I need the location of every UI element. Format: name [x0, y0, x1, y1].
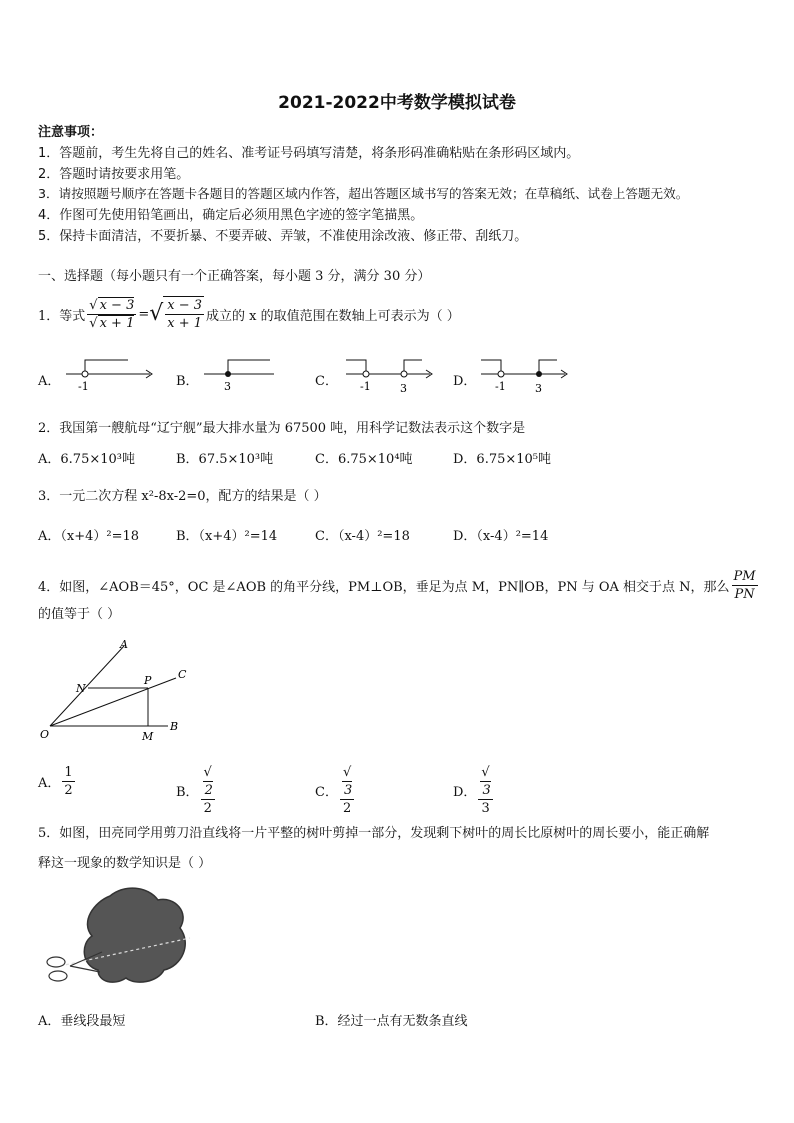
q2-option-c: C．6.75×10⁴吨: [315, 452, 413, 467]
frac-num: 3: [343, 783, 353, 798]
question-5-stem: 5．如图，田亮同学用剪刀沿直线将一片平整的树叶剪掉一部分，发现剩下树叶的周长比原树叶的周长要小，能正确解: [38, 826, 710, 841]
note-item: 2．答题时请按要求用笔。: [38, 167, 190, 182]
notes-heading: 注意事项：: [38, 125, 104, 140]
frac-den: 3: [481, 801, 490, 816]
number-line-c: [340, 352, 440, 397]
tick-label: -1: [78, 380, 89, 393]
q2-option-a: A．6.75×10³吨: [38, 452, 135, 467]
question-1-stem: [38, 296, 460, 332]
note-item: 5．保持卡面清洁，不要折暴、不要弄破、弄皱，不准使用涂改液、修正带、刮纸刀。: [38, 229, 528, 244]
q1-den: x + 1: [99, 315, 135, 331]
option-letter: C．: [315, 785, 338, 800]
q3-option-d: D．（x-4）²=14: [453, 529, 549, 544]
label-C: C: [178, 668, 187, 681]
tick-label: -1: [360, 380, 371, 393]
q4-option-b: B． √ 2 2: [176, 765, 213, 816]
q1-option-d-label: D．: [453, 374, 477, 389]
frac-den: 2: [203, 801, 212, 816]
note-item: 3．请按照题号顺序在答题卡各题目的答题区域内作答，超出答题区域书写的答案无效；在草稿纸、试卷上答题无效。: [38, 186, 689, 201]
label-M: M: [142, 730, 154, 743]
frac-den: 2: [342, 801, 352, 816]
q1-suffix: 成立的 x 的取值范围在数轴上可表示为（ ）: [206, 308, 460, 324]
q1-equals: =: [138, 306, 150, 322]
q1-option-a-label: A．: [38, 374, 61, 389]
q2-option-b: B．67.5×10³吨: [176, 452, 274, 467]
q1-right-fraction: [163, 296, 204, 332]
geometry-figure: [36, 636, 196, 746]
q4-option-a: [38, 764, 77, 799]
q1-prefix: 1．等式: [38, 308, 86, 324]
q4-option-d: D． √ 3 3: [453, 765, 491, 816]
tick-label: -1: [495, 380, 506, 393]
tick-label: 3: [224, 380, 231, 393]
frac-num: 3: [482, 783, 491, 798]
label-O: O: [40, 728, 50, 741]
q4-stem-text: 4．如图，∠AOB＝45°，OC 是∠AOB 的角平分线，PM⊥OB，垂足为点 M，PN∥OB，PN 与 OA 相交于点 N，那么: [38, 580, 730, 595]
q3-option-b: B．（x+4）²=14: [176, 529, 278, 544]
number-line-a: [60, 352, 160, 397]
leaf-scissors-figure: [40, 882, 195, 997]
q2-option-d: D．6.75×10⁵吨: [453, 452, 552, 467]
section-heading: 一、选择题（每小题只有一个正确答案，每小题 3 分，满分 30 分）: [38, 269, 431, 284]
frac-num: 2: [204, 783, 213, 798]
q1-num: x − 3: [99, 297, 135, 313]
tick-label: 3: [535, 382, 542, 395]
leaf-shape: [84, 888, 185, 982]
option-letter: B．: [176, 785, 199, 800]
q3-option-a: A．（x+4）²=18: [38, 529, 140, 544]
sqrt-sign: √: [149, 301, 164, 326]
frac-den: 2: [64, 783, 73, 798]
question-2-stem: 2．我国第一艘航母“辽宁舰”最大排水量为 67500 吨，用科学记数法表示这个数字是: [38, 421, 526, 436]
option-letter: D．: [453, 785, 477, 800]
note-item: 1．答题前，考生先将自己的姓名、准考证号码填写清楚，将条形码准确粘贴在条形码区域内。: [38, 146, 580, 161]
q5-option-b: B．经过一点有无数条直线: [315, 1014, 468, 1029]
q4-frac-num: PM: [733, 569, 756, 584]
q1-num2: x − 3: [167, 298, 203, 313]
q5-option-a: A．垂线段最短: [38, 1014, 126, 1029]
label-P: P: [144, 674, 152, 687]
q4-frac-den: PN: [734, 587, 755, 602]
q1-left-fraction: $\frac{√ x - 3}{√ x + 1}$: [89, 297, 135, 331]
q3-option-c: C．（x-4）²=18: [315, 529, 410, 544]
number-line-d: [475, 352, 575, 397]
note-item: 4．作图可先使用铅笔画出，确定后必须用黑色字迹的签字笔描黑。: [38, 208, 424, 223]
question-4-stem: [38, 568, 760, 603]
question-3-stem: 3．一元二次方程 x²-8x-2=0，配方的结果是（ ）: [38, 489, 327, 504]
q4-option-c: C． √ 3 2: [315, 765, 353, 816]
q1-option-b-label: B．: [176, 374, 199, 389]
exam-title: 2021-2022中考数学模拟试卷: [278, 93, 516, 113]
q1-den2: x + 1: [167, 316, 203, 331]
q4-fraction: [732, 568, 758, 603]
q1-option-c-label: C．: [315, 374, 338, 389]
label-N: N: [76, 682, 86, 695]
question-4-stem-cont: 的值等于（ ）: [38, 607, 121, 622]
frac-num: 1: [64, 765, 73, 780]
question-5-stem-cont: 释这一现象的数学知识是（ ）: [38, 856, 212, 871]
option-letter: A．: [38, 776, 61, 791]
number-line-b: [198, 352, 298, 397]
label-B: B: [170, 720, 179, 733]
tick-label: 3: [400, 382, 407, 395]
label-A: A: [120, 638, 128, 651]
